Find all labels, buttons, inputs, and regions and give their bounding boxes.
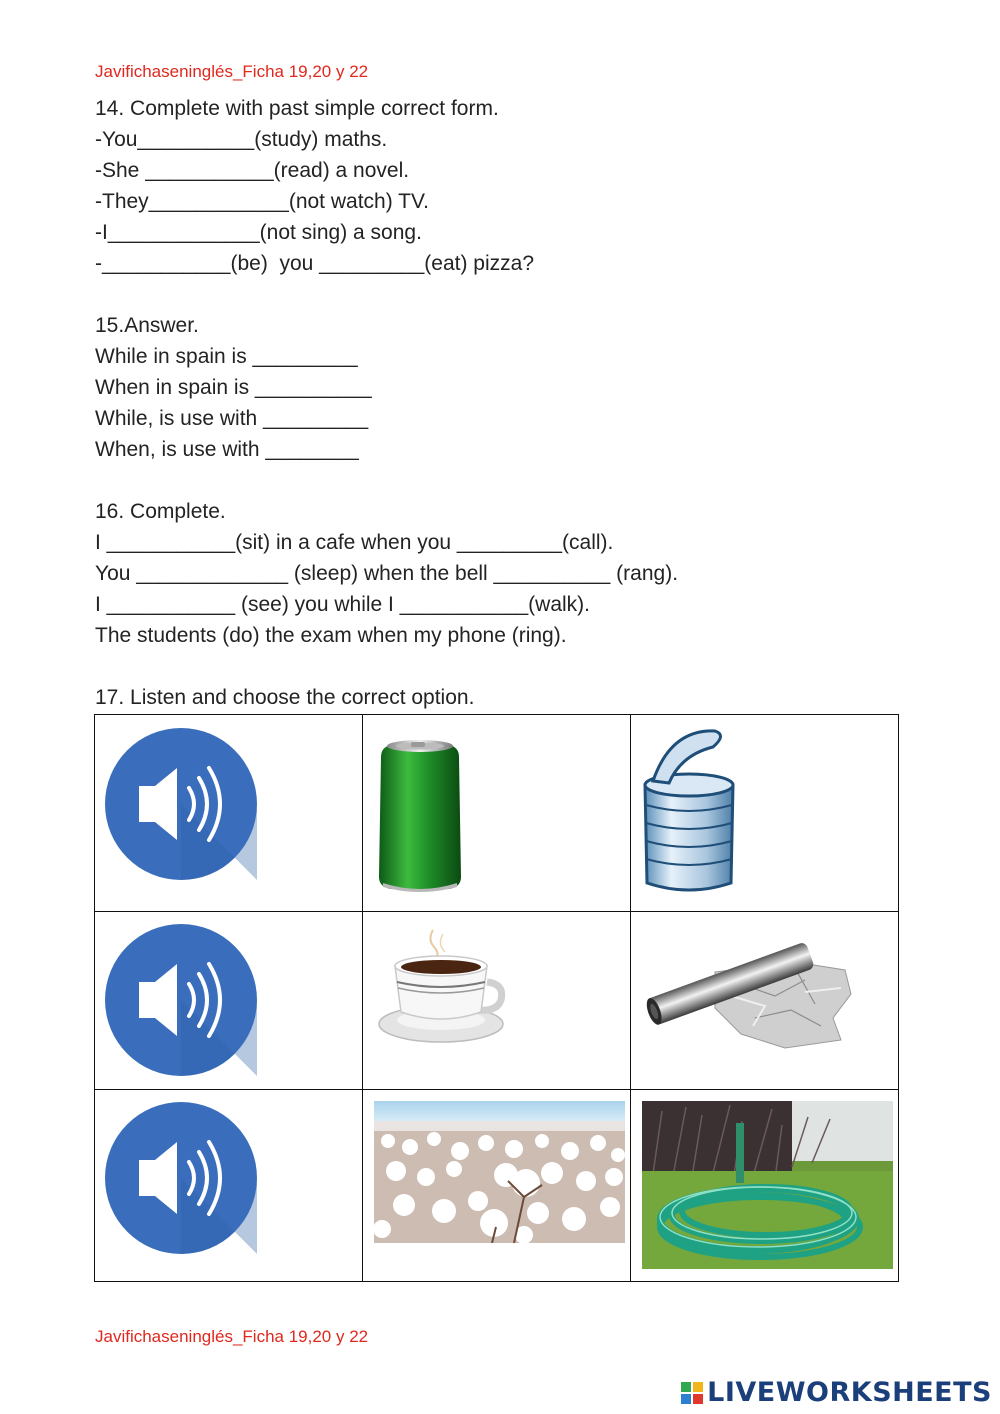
section-16-line-2: You _____________ (sleep) when the bell __________ (rang). bbox=[95, 562, 679, 585]
section-14-line-4: -I_____________(not sing) a song. bbox=[95, 221, 422, 244]
section-14-title: 14. Complete with past simple correct form. bbox=[95, 97, 499, 120]
option-cell[interactable] bbox=[631, 1090, 899, 1282]
section-14-line-1: -You__________(study) maths. bbox=[95, 128, 388, 151]
section-16-title: 16. Complete. bbox=[95, 500, 226, 523]
option-cell[interactable] bbox=[363, 1090, 631, 1282]
section-14-line-5: -___________(be) you _________(eat) pizza? bbox=[95, 252, 535, 275]
page-header: Javifichaseninglés_Ficha 19,20 y 22 bbox=[95, 62, 369, 81]
audio-cell bbox=[95, 912, 363, 1090]
aluminium-foil-icon bbox=[645, 922, 857, 1054]
logo-text: LIVEWORKSHEETS bbox=[707, 1377, 992, 1408]
section-15-line-1: While in spain is _________ bbox=[95, 345, 358, 368]
audio-cell bbox=[95, 715, 363, 912]
speaker-icon[interactable] bbox=[105, 728, 257, 880]
cotton-field-icon bbox=[374, 1101, 625, 1243]
soda-can-icon bbox=[375, 735, 465, 895]
page-footer: Javifichaseninglés_Ficha 19,20 y 22 bbox=[95, 1327, 369, 1346]
audio-cell bbox=[95, 1090, 363, 1282]
speaker-icon[interactable] bbox=[105, 1102, 257, 1254]
option-cell[interactable] bbox=[631, 715, 899, 912]
option-cell[interactable] bbox=[363, 715, 631, 912]
section-15-line-3: While, is use with _________ bbox=[95, 407, 369, 430]
section-16-line-3: I ___________ (see) you while I ___________(walk). bbox=[95, 593, 591, 616]
logo-icon bbox=[681, 1382, 703, 1404]
speaker-icon[interactable] bbox=[105, 924, 257, 1076]
option-cell[interactable] bbox=[363, 912, 631, 1090]
section-14-line-3: -They____________(not watch) TV. bbox=[95, 190, 429, 213]
liveworksheets-logo bbox=[681, 1377, 992, 1408]
section-16-line-1: I ___________(sit) in a cafe when you _________(call). bbox=[95, 531, 614, 554]
coffee-cup-icon bbox=[377, 926, 509, 1050]
section-15-line-2: When in spain is __________ bbox=[95, 376, 372, 399]
section-15-line-4: When, is use with ________ bbox=[95, 438, 359, 461]
tin-can-icon bbox=[641, 725, 737, 895]
listening-table bbox=[94, 714, 899, 1282]
option-cell[interactable] bbox=[631, 912, 899, 1090]
section-16-line-4: The students (do) the exam when my phone (ring). bbox=[95, 624, 567, 647]
section-17-title: 17. Listen and choose the correct option. bbox=[95, 686, 475, 709]
section-15-title: 15.Answer. bbox=[95, 314, 199, 337]
garden-hose-icon bbox=[642, 1101, 893, 1269]
section-14-line-2: -She ___________(read) a novel. bbox=[95, 159, 410, 182]
